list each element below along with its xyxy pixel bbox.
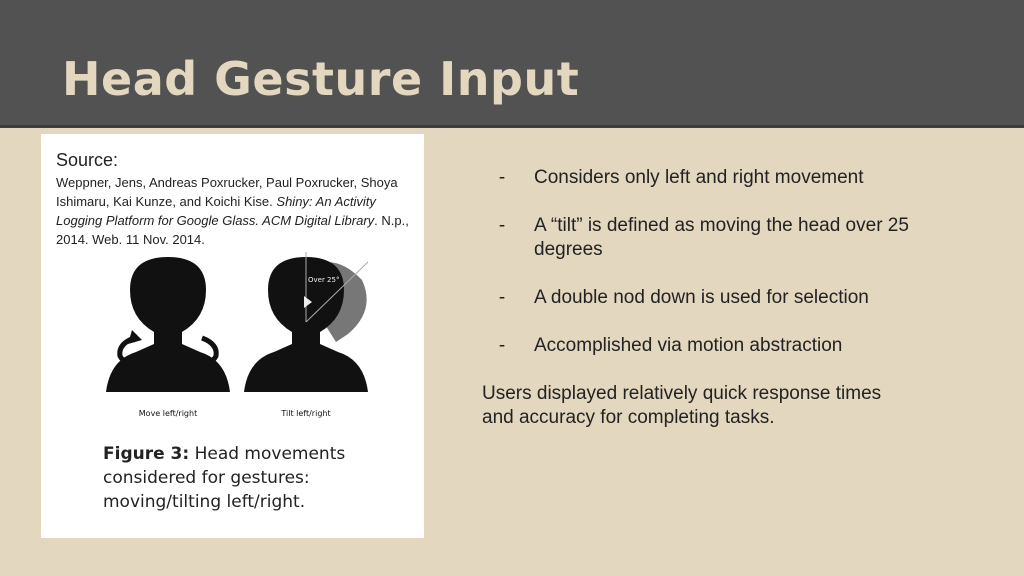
bullet-item	[496, 286, 916, 310]
caption-figure-number: Figure 3:	[103, 444, 190, 464]
figure-caption	[103, 442, 345, 514]
bullet-dash: -	[498, 167, 506, 188]
bullet-dash: -	[498, 215, 506, 236]
head-movement-illustration	[96, 252, 396, 422]
figure-image	[41, 134, 424, 538]
citation-title: Shiny: An Activity Logging Platform for Google Glass. ACM Digital Library	[56, 194, 376, 228]
move-label: Move left/right	[138, 409, 198, 418]
citation-tail: . N.p., 2014. Web. 11 Nov. 2014.	[56, 213, 409, 247]
source-heading: Source:	[56, 150, 119, 170]
bullet-list	[496, 166, 916, 382]
bullet-text: Accomplished via motion abstraction	[534, 335, 843, 356]
bullet-dash: -	[498, 287, 506, 308]
source-citation	[56, 149, 411, 249]
bullet-item	[496, 166, 916, 190]
slide-title: Head Gesture Input	[62, 52, 580, 106]
bullet-text: Considers only left and right movement	[534, 167, 864, 188]
tilt-label: Tilt left/right	[281, 409, 331, 418]
angle-label: Over 25°	[308, 276, 340, 284]
bullet-dash: -	[498, 335, 506, 356]
conclusion-text: Users displayed relatively quick response times and accuracy for completing tasks.	[482, 383, 882, 428]
tilt-head-silhouette	[244, 252, 368, 392]
citation-authors: Weppner, Jens, Andreas Poxrucker, Paul Poxrucker, Shoya Ishimaru, Kai Kunze, and Koichi Kise.	[56, 175, 398, 209]
caption-line-3: moving/tilting left/right.	[103, 492, 306, 512]
header-divider	[0, 125, 1024, 128]
bullet-text: A “tilt” is defined as moving the head over 25 degrees	[534, 215, 909, 260]
bullet-item	[496, 214, 916, 262]
bullet-text: A double nod down is used for selection	[534, 287, 869, 308]
move-head-silhouette	[106, 257, 230, 392]
caption-line-1: Head movements	[194, 444, 346, 464]
caption-line-2: considered for gestures:	[103, 468, 310, 488]
bullet-item	[496, 334, 916, 358]
